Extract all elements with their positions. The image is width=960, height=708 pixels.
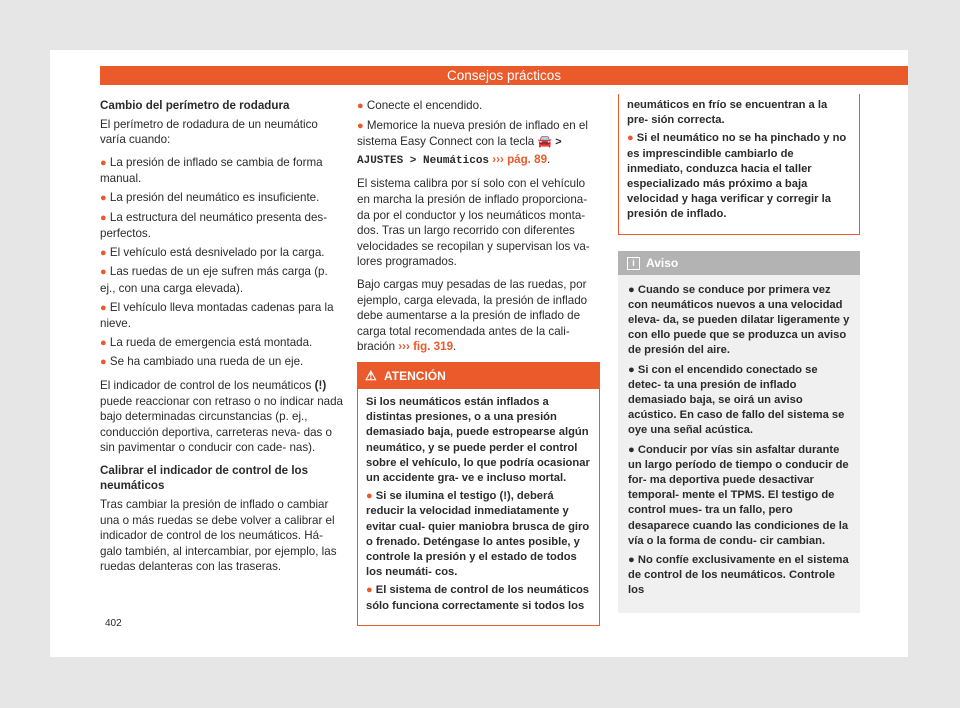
paragraph: El sistema calibra por sí solo con el vehículo en marcha la presión de inflado proporciona- da por el conductor y los neumáticos monta- dos. Tras un largo recorrido con diferentes velocidades se recopilan y supervisan los va- lores programados. xyxy=(357,177,590,269)
bullet-icon: ● xyxy=(100,191,107,204)
list-item: ● Si se ilumina el testigo (!), deberá reducir la velocidad inmediatamente y evitar cual- quier maniobra brusca de giro o frenado. Deténgase lo antes posible, y controle la presión y el estado de todos los neumáti- cos. xyxy=(366,490,590,579)
bullet-icon: ● xyxy=(100,356,107,369)
notice-box xyxy=(618,251,860,613)
list-item: ● Si con el encendido conectado se detec- ta una presión de inflado demasiado baja, se oirá un aviso acústico. En caso de fallo del sistema se oye una señal acústica. xyxy=(628,363,845,437)
list-item: ● La estructura del neumático presenta des- perfectos. xyxy=(100,210,328,241)
column-left xyxy=(100,98,343,582)
notice-body xyxy=(618,275,860,613)
paragraph: El perímetro de rodadura de un neumático varía cuando: xyxy=(100,117,318,147)
list-item: ● Las ruedas de un eje sufren más carga (p. ej., con una carga elevada). xyxy=(100,265,328,295)
bullet-icon: ● xyxy=(357,119,364,132)
paragraph: Tras cambiar la presión de inflado o cambiar una o más ruedas se debe volver a calibrar el indicador de control de los neumáticos. Há- galo también, al intercambiar, por ejemplo, las ruedas delanteras con las traseras. xyxy=(100,498,337,574)
page-reference-link[interactable]: ››› pág. 89 xyxy=(492,152,548,166)
list-item: ● El vehículo lleva montadas cadenas para la nieve. xyxy=(100,300,334,331)
attention-box-continued: neumáticos en frío se encuentran a la pre- sión correcta. ● Si el neumático no se ha pinchado y no es imprescindible cambiarlo de inmediato, conduzca hacia el taller especializado más próximo a baja velocidad y haga verificar y corregir la presión de inflado. xyxy=(618,94,860,235)
paragraph: El indicador de control de los neumáticos (!) puede reaccionar con retraso o no indicar nada bajo determinadas circunstancias (p. ej., conducción deportiva, carreteras neva- das o sin pavimentar o conducir con cade- nas). xyxy=(100,378,343,455)
list-item: ● Se ha cambiado una rueda de un eje. xyxy=(100,355,304,369)
tpms-warning-icon: (!) xyxy=(499,490,511,503)
list-item: ● La presión del neumático es insuficiente. xyxy=(100,190,320,204)
attention-body: Si los neumáticos están inflados a distintas presiones, o a una presión demasiado baja, puede estropearse algún neumático, y se puede perder el control sobre el vehículo, lo que podría ocasionar un accidente gra- ve e incluso mortal. ● Si se ilumina el testigo (!), deberá reducir la velocidad inmediatamente y evitar cual- quier maniobra brusca de giro o frenado. Deténgase lo antes posible, y controle la presión y el estado de todos los neumáti- cos. ● El sistema de control de los neumáticos sólo funciona correctamente si todos los xyxy=(358,389,599,625)
column-right xyxy=(618,94,860,613)
attention-box xyxy=(357,362,600,626)
bullet-icon: ● xyxy=(100,156,107,169)
bullet-icon: ● xyxy=(366,490,373,503)
heading-calibrar: Calibrar el indicador de control de los neumáticos xyxy=(100,463,309,493)
car-icon: 🚘 xyxy=(537,135,552,149)
bullet-icon: ● xyxy=(100,246,107,259)
bullet-icon: ● xyxy=(100,301,107,314)
tpms-warning-icon: (!) xyxy=(314,378,327,392)
column-middle xyxy=(357,98,600,626)
list-item: ● El sistema de control de los neumáticos sólo funciona correctamente si todos los xyxy=(366,584,590,612)
bullet-icon: ● xyxy=(357,100,364,112)
section-header: Consejos prácticos xyxy=(100,66,908,85)
list-item: ● La presión de inflado se cambia de forma manual. xyxy=(100,155,323,186)
bullet-icon: ● xyxy=(100,266,107,279)
bullet-icon: ● xyxy=(100,336,107,349)
info-icon: i xyxy=(627,257,640,270)
bullet-icon: ● xyxy=(100,211,107,224)
list-item: ● El vehículo está desnivelado por la carga. xyxy=(100,245,325,259)
list-item: ● Conecte el encendido. xyxy=(357,99,483,112)
bullet-icon: ● xyxy=(627,132,634,145)
attention-header: ⚠ ATENCIÓN xyxy=(358,363,599,389)
list-item: ● Conducir por vías sin asfaltar durante un largo período de tiempo o conducir de for- ma deportiva puede desactivar temporal- mente el TPMS. El testigo de control mues- tra un fallo, pero desaparece cuando las condiciones de la vía o la forma de condu- cir cambian. xyxy=(628,443,849,547)
heading-cambio-perimetro: Cambio del perímetro de rodadura xyxy=(100,99,290,112)
manual-page xyxy=(50,50,908,657)
list-item: ● La rueda de emergencia está montada. xyxy=(100,335,313,349)
page-number: 402 xyxy=(105,618,122,629)
paragraph: Bajo cargas muy pesadas de las ruedas, por ejemplo, carga elevada, la presión de inflado debe aumentarse a la presión de inflado de carga total recomendada antes de la cali- bración ››› fig. 319. xyxy=(357,277,588,354)
bullet-icon: ● xyxy=(366,584,373,597)
warning-triangle-icon: ⚠ xyxy=(365,367,377,383)
list-item: ● No confíe exclusivamente en el sistema de control de los neumáticos. Controle los xyxy=(628,554,849,597)
figure-reference-link[interactable]: ››› fig. 319 xyxy=(398,340,454,354)
list-item: ● Memorice la nueva presión de inflado en el sistema Easy Connect con la tecla 🚘 > AJUSTES > Neumáticos ››› pág. 89. xyxy=(357,118,588,167)
list-item: ● Si el neumático no se ha pinchado y no es imprescindible cambiarlo de inmediato, conduzca hacia el taller especializado más próximo a baja velocidad y haga verificar y corregir la presión de inflado. xyxy=(627,132,847,221)
notice-header: i Aviso xyxy=(618,251,860,275)
list-item: ● Cuando se conduce por primera vez con neumáticos nuevos a una velocidad eleva- da, se pueden dilatar ligeramente y con ello puede que se produzca un aviso de presión del aire. xyxy=(628,283,850,357)
